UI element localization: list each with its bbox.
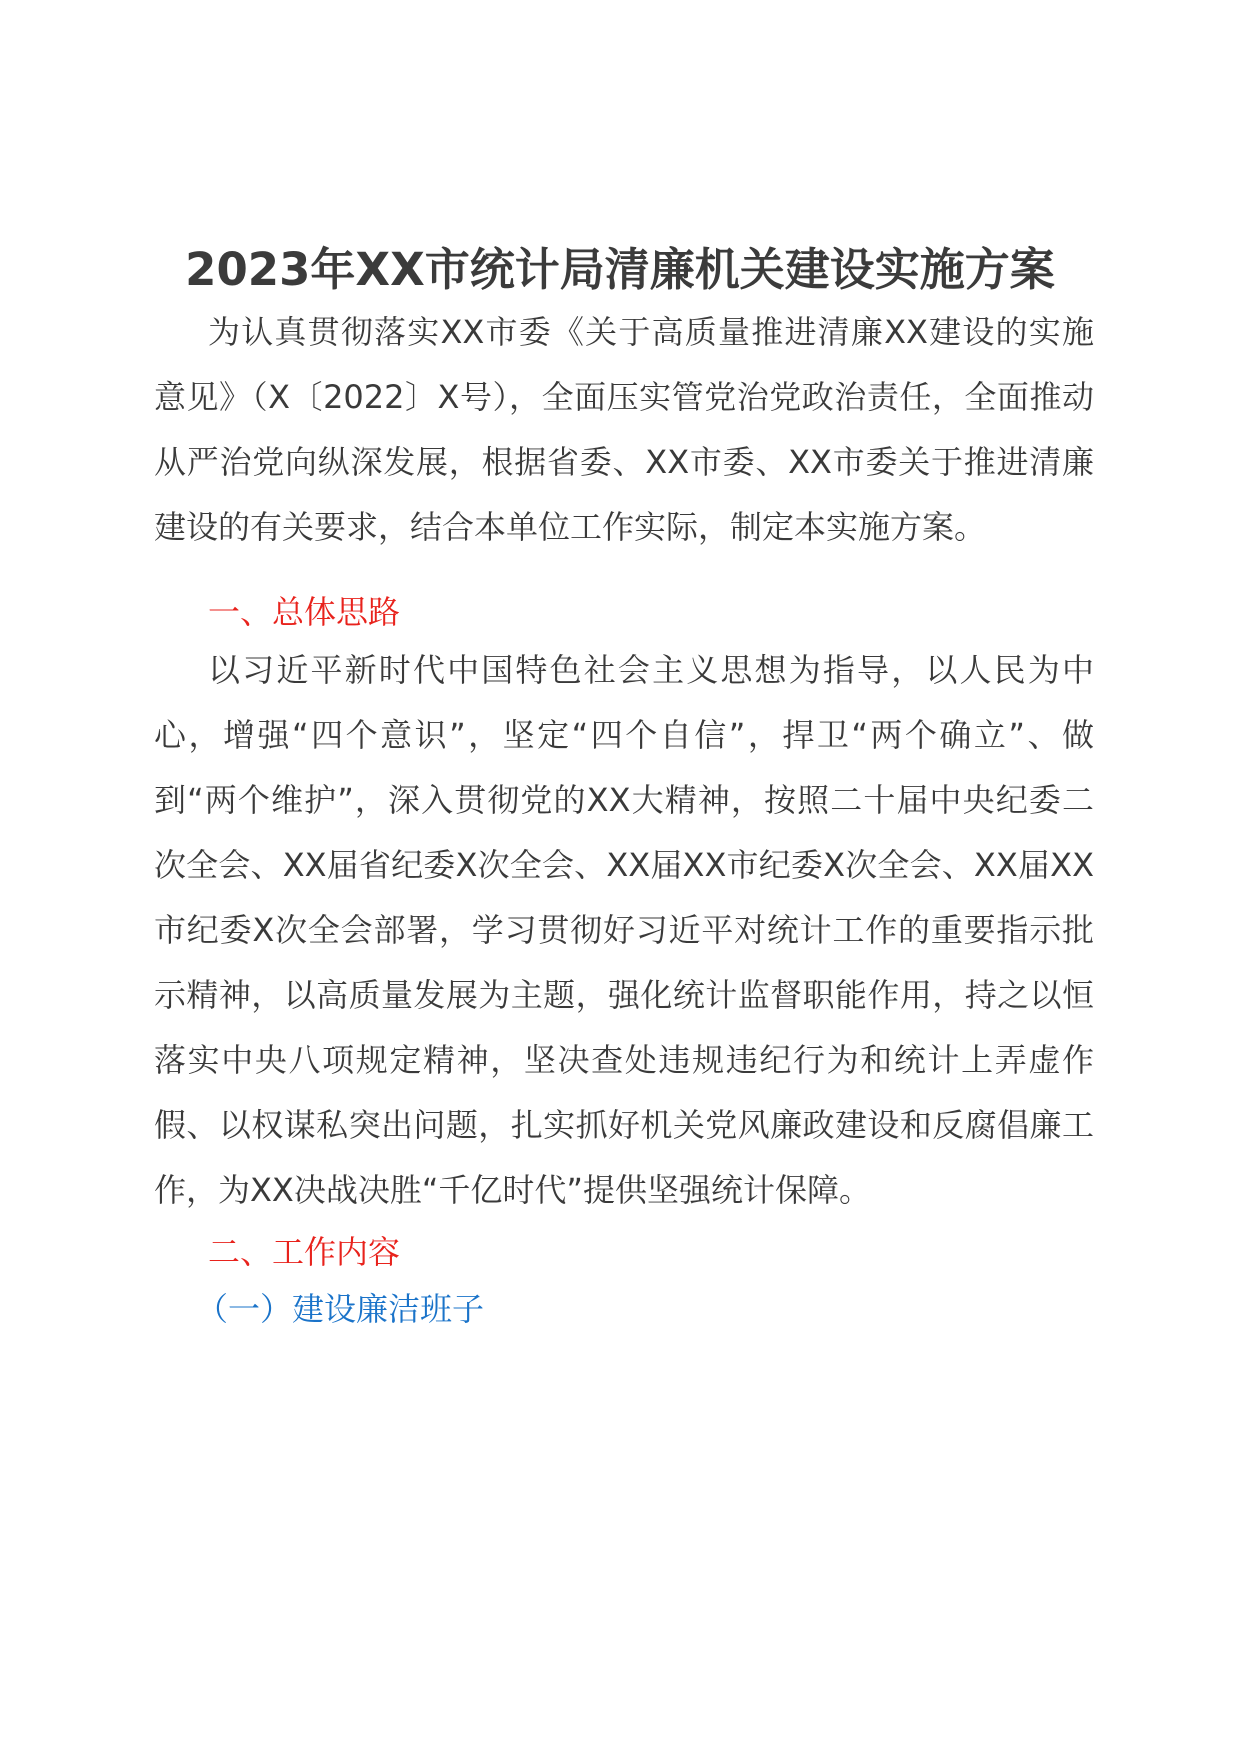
- section-heading-work-content: 二、工作内容: [208, 1233, 401, 1271]
- intro-paragraph: 为认真贯彻落实XX市委《关于高质量推进清廉XX建设的实施意见》（X〔2022〕X号），全面压实管党治党政治责任，全面推动从严治党向纵深发展，根据省委、XX市委、XX市委关于推进清廉建设的有关要求，结合本单位工作实际，制定本实施方案。: [154, 313, 1094, 546]
- section-heading-overall-approach: 一、总体思路: [208, 593, 401, 631]
- document-title: 2023年XX市统计局清廉机关建设实施方案: [185, 243, 1055, 296]
- overall-approach-paragraph: 以习近平新时代中国特色社会主义思想为指导，以人民为中心，增强“四个意识”，坚定“四个自信”，捍卫“两个确立”、做到“两个维护”，深入贯彻党的XX大精神，按照二十届中央纪委二次全会、XX届省纪委X次全会、XX届XX市纪委X次全会、XX届XX市纪委X次全会部署，学习贯彻好习近平对统计工作的重要指示批示精神，以高质量发展为主题，强化统计监督职能作用，持之以恒落实中央八项规定精神，坚决查处违规违纪行为和统计上弄虚作假、以权谋私突出问题，扎实抓好机关党风廉政建设和反腐倡廉工作，为XX决战决胜“千亿时代”提供坚强统计保障。: [154, 651, 1094, 1209]
- subsection-heading-clean-leadership: （一）建设廉洁班子: [196, 1290, 485, 1328]
